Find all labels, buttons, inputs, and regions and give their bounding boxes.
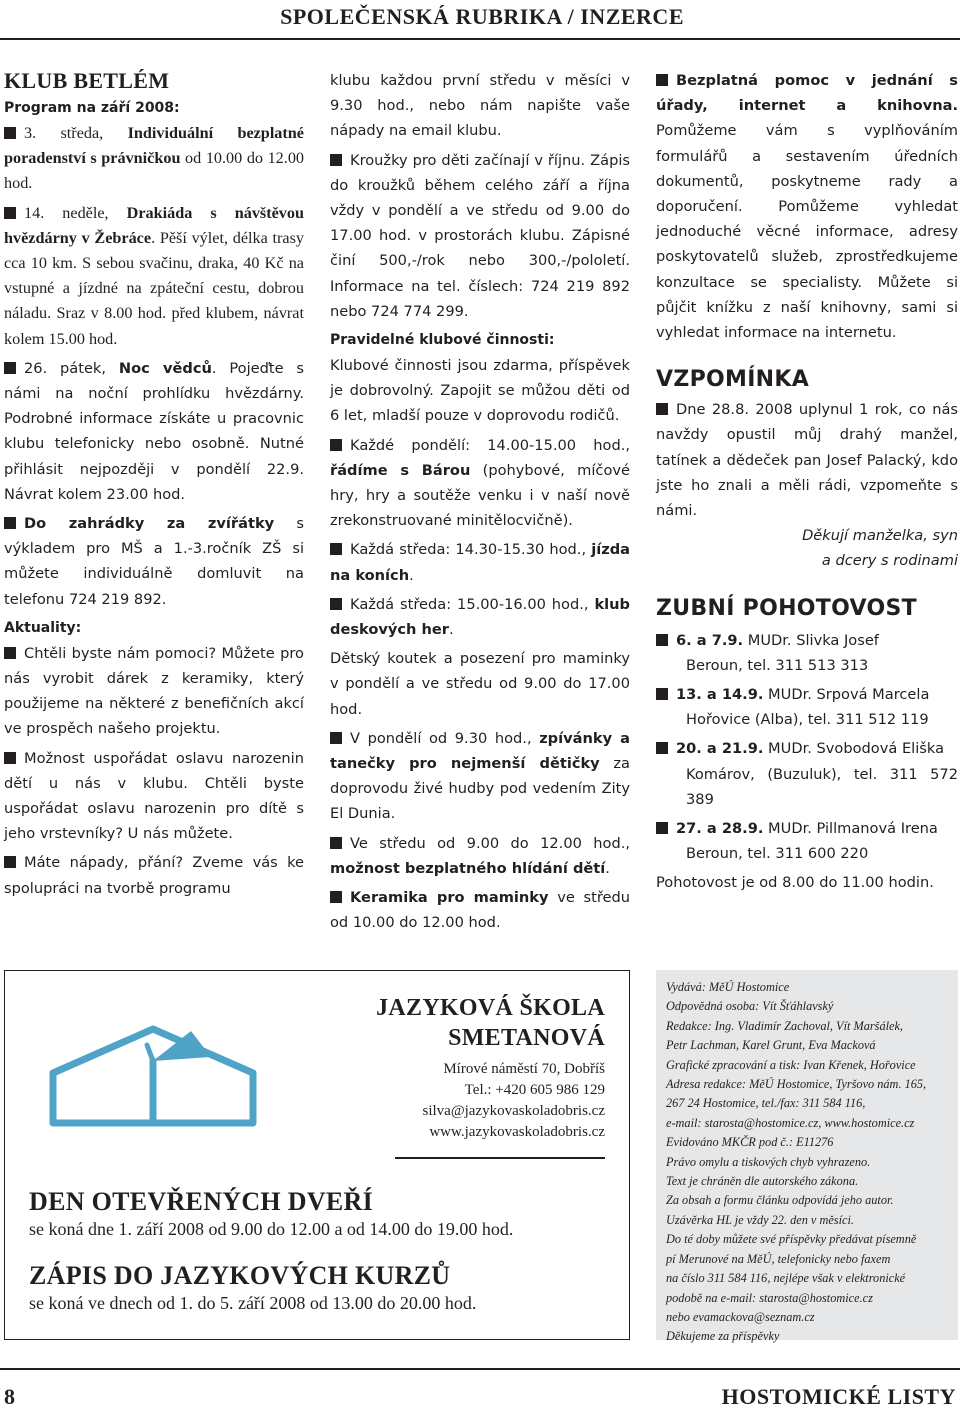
activity-item: Kroužky pro děti začínají v říjnu. Zápis do kroužků během celého září a října vždy v pondělí a ve středu od 9.00 do 17.00 hod. v prostorách klubu. Zápisné činí 500,-/rok nebo 300,-/pololetí. Informace na tel. číslech: 724 219 892 nebo 724 774 299. [330, 151, 630, 320]
bullet-square-icon [330, 439, 342, 451]
newspaper-name: HOSTOMICKÉ LISTY [721, 1384, 956, 1409]
column-club-activities [330, 68, 630, 936]
dentist-location: Hořovice (Alba), tel. 311 512 119 [686, 711, 929, 729]
bullet-square-icon [656, 742, 668, 754]
memorial-text: Dne 28.8. 2008 uplynul 1 rok, co nás navždy opustil můj drahý manžel, tatínek a dědeček pan Josef Palacký, kdo jste ho znali a měli rádi, vzpomeňte s námi. [656, 401, 958, 520]
enrollment-title: ZÁPIS DO JAZYKOVÝCH KURZŮ [29, 1261, 451, 1290]
continuation-text: klubu každou první středu v měsíci v 9.30 hod., nebo nám napište vaše nápady na email klubu. [330, 72, 630, 140]
dentist-location: Komárov, (Buzuluk), tel. 311 572 389 [686, 765, 958, 808]
dentist-entry: 6. a 7.9. MUDr. Slivka Josef [656, 628, 958, 653]
section-title: SPOLEČENSKÁ RUBRIKA / INZERCE [280, 4, 684, 29]
imprint-line: Vydává: MěÚ Hostomice [666, 980, 790, 994]
ad-divider [395, 1157, 605, 1159]
bullet-square-icon [330, 732, 342, 744]
imprint-line: nebo evamackova@seznam.cz [666, 1309, 815, 1324]
activity-item: Ve středu od 9.00 do 12.00 hod., možnost bezplatného hlídání dětí. [330, 834, 630, 877]
vzpominka-title: VZPOMÍNKA [656, 367, 810, 393]
bullet-square-icon [656, 74, 668, 86]
open-day-text: se koná dne 1. září 2008 od 9.00 do 12.00 a od 14.00 do 19.00 hod. [29, 1219, 514, 1239]
activity-item: V pondělí od 9.30 hod., zpívánky a tanečky pro nejmenší dětičky za doprovodu živé hudby pod vedením Zity El Dunia. [330, 729, 630, 823]
activity-item: Každá středa: 15.00-16.00 hod., klub deskových her. [330, 595, 630, 639]
bullet-square-icon [4, 207, 16, 219]
imprint-line: 267 24 Hostomice, tel./fax: 311 584 116, [666, 1096, 866, 1111]
bullet-square-icon [4, 362, 16, 374]
column-help-memorial-dentist [656, 68, 958, 896]
school-phone: Tel.: +420 605 986 129 [464, 1082, 605, 1098]
bullet-square-icon [4, 517, 16, 529]
school-email: silva@jazykovaskoladobris.cz [422, 1103, 605, 1119]
imprint-line: Evidováno MKČR pod č.: E11276 [666, 1135, 834, 1150]
program-item: Do zahrádky za zvířátky s výkladem pro MŠ a 1.-3.ročník ZŠ si můžete individuálně domluvit na telefonu 724 219 892. [4, 515, 304, 608]
regular-activities-heading: Pravidelné klubové činnosti: [330, 332, 555, 349]
imprint-line: Právo omylu a tiskových chyb vyhrazeno. [666, 1154, 871, 1169]
dentist-entry: 20. a 21.9. MUDr. Svobodová Eliška [656, 736, 958, 761]
house-flag-logo-icon [35, 1011, 275, 1131]
column-klub-betlem [4, 66, 304, 901]
imprint-line: Adresa redakce: MěÚ Hostomice, Tyršovo nám. 165, [666, 1077, 927, 1092]
help-item: Bezplatná pomoc v jednání s úřady, internet a knihovna. Pomůžeme vám s vyplňováním formulářů a sestavením úředních dokumentů, poskytneme rady a doporučení. Pomůžeme vyhledat jednoduché věcné informace, adresy poskytovatelů služeb, zprostředkujeme konzultace se specialisty. Můžete si půjčit knížku z naší knihovny, sami si vyhledat informace na internetu. [656, 72, 958, 342]
page-header [0, 0, 960, 44]
bullet-square-icon [4, 856, 16, 868]
imprint-line: na číslo 311 584 116, nejlépe však v elektronické [666, 1271, 906, 1286]
imprint-line: Do té doby můžete své příspěvky předávat písemně [666, 1232, 917, 1247]
bullet-square-icon [330, 543, 342, 555]
bullet-square-icon [330, 891, 342, 903]
memorial-signature: a dcery s rodinami [821, 552, 958, 570]
school-name-line2: SMETANOVÁ [448, 1025, 605, 1051]
page-number: 8 [4, 1384, 15, 1409]
news-item: Chtěli byste nám pomoci? Můžete pro nás vyrobit dárek z keramiky, který použijeme na některé z benefičních akcí ve prospěch našeho projektu. [4, 644, 304, 738]
enrollment-event [29, 1261, 476, 1315]
imprint-line: Odpovědná osoba: Vít Šťáhlavský [666, 999, 834, 1014]
imprint-line: Děkujeme za příspěvky [666, 1329, 780, 1344]
free-note: Klubové činnosti jsou zdarma, příspěvek je dobrovolný. Zapojit se můžou děti od 6 let, mladší pouze v doprovodu rodičů. [330, 357, 630, 425]
imprint-box [656, 970, 958, 1344]
open-day-title: DEN OTEVŘENÝCH DVEŘÍ [29, 1187, 374, 1216]
bullet-square-icon [656, 403, 668, 415]
school-address: Mírové náměstí 70, Dobříš [443, 1061, 605, 1077]
bullet-square-icon [330, 154, 342, 166]
memorial-signature: Děkují manželka, syn [802, 527, 958, 545]
activity-item: Každá středa: 14.30-15.30 hod., jízda na koních. [330, 541, 630, 584]
imprint-line: Uzávěrka HL je vždy 22. den v měsíci. [666, 1212, 854, 1227]
program-item: 26. pátek, Noc vědců. Pojeďte s námi na noční prohlídku hvězdárny. Podrobné informace získáte u pracovnic klubu telefonicky nebo osobně. Nutné přihlásit nejpozději v pondělí 22.9. Návrat kolem 23.00 hod. [4, 359, 305, 503]
dentist-title: ZUBNÍ POHOTOVOST [656, 595, 917, 621]
program-item: 3. středa, Individuální bezplatné poradenství s právničkou od 10.00 do 12.00 hod. [4, 124, 304, 193]
bullet-square-icon [656, 822, 668, 834]
imprint-line: Grafické zpracování a tisk: Ivan Křenek, Hořovice [666, 1057, 916, 1072]
bullet-square-icon [4, 752, 16, 764]
aktuality-heading: Aktuality: [4, 619, 82, 636]
bullet-square-icon [330, 598, 342, 610]
klub-betlem-title: KLUB BETLÉM [4, 68, 170, 93]
imprint-line: pí Merunové na MěÚ, telefonicky nebo faxem [666, 1251, 891, 1266]
open-day-event [29, 1187, 513, 1241]
dentist-entry: 27. a 28.9. MUDr. Pillmanová Irena [656, 816, 958, 841]
activity-item: Keramika pro maminky ve středu od 10.00 do 12.00 hod. [330, 889, 630, 932]
bullet-square-icon [4, 127, 16, 139]
dentist-hours-note: Pohotovost je od 8.00 do 11.00 hodin. [656, 874, 934, 892]
school-contact [376, 993, 605, 1143]
dentist-location: Beroun, tel. 311 600 220 [686, 845, 869, 863]
language-school-ad [4, 970, 630, 1340]
bullet-square-icon [330, 837, 342, 849]
news-item: Máte nápady, přání? Zveme vás ke spolupráci na tvorbě programu [4, 854, 304, 897]
bullet-square-icon [656, 688, 668, 700]
imprint-line: podobě na e-mail: starosta@hostomice.cz [666, 1290, 873, 1305]
dentist-location: Beroun, tel. 311 513 313 [686, 656, 869, 674]
imprint-line: Redakce: Ing. Vladimír Zachoval, Vít Maršálek, [666, 1018, 903, 1033]
header-rule [0, 38, 960, 40]
activity-item: Každé pondělí: 14.00-15.00 hod., řádíme s Bárou (pohybové, míčové hry, hry a soutěže venku i v naší nově zrekonstruované minitělocvičně). [330, 436, 630, 530]
school-website: www.jazykovaskoladobris.cz [429, 1124, 605, 1140]
bullet-square-icon [656, 634, 668, 646]
imprint-line: Petr Lachman, Karel Grunt, Eva Macková [666, 1038, 876, 1053]
school-name-line1: JAZYKOVÁ ŠKOLA [376, 995, 605, 1021]
footer-rule [0, 1368, 960, 1370]
kids-corner-text: Dětský koutek a posezení pro maminky v pondělí a ve středu od 9.00 do 17.00 hod. [330, 650, 630, 718]
imprint-line: Za obsah a formu článku odpovídá jeho autor. [666, 1193, 894, 1208]
program-heading: Program na září 2008: [4, 100, 180, 116]
program-item: 14. neděle, Drakiáda s návštěvou hvězdárny v Žebráce. Pěší výlet, délka trasy cca 10 km. S sebou svačinu, draka, 40 Kč na vstupné a jízdné na zpáteční cestu, dobrou náladu. Sraz v 8.00 hod. před klubem, návrat kolem 15.00 hod. [4, 203, 304, 348]
bullet-square-icon [4, 647, 16, 659]
imprint-line: e-mail: starosta@hostomice.cz, www.hostomice.cz [666, 1115, 915, 1130]
imprint-line: Text je chráněn dle autorského zákona. [666, 1174, 859, 1189]
dentist-entry: 13. a 14.9. MUDr. Srpová Marcela [656, 682, 958, 707]
enrollment-text: se koná ve dnech od 1. do 5. září 2008 od 13.00 do 20.00 hod. [29, 1293, 477, 1313]
news-item: Možnost uspořádat oslavu narozenin dětí u nás v klubu. Chtěli byste uspořádat oslavu narozenin pro dítě s jeho vrstevníky? U nás můžete. [4, 749, 304, 843]
